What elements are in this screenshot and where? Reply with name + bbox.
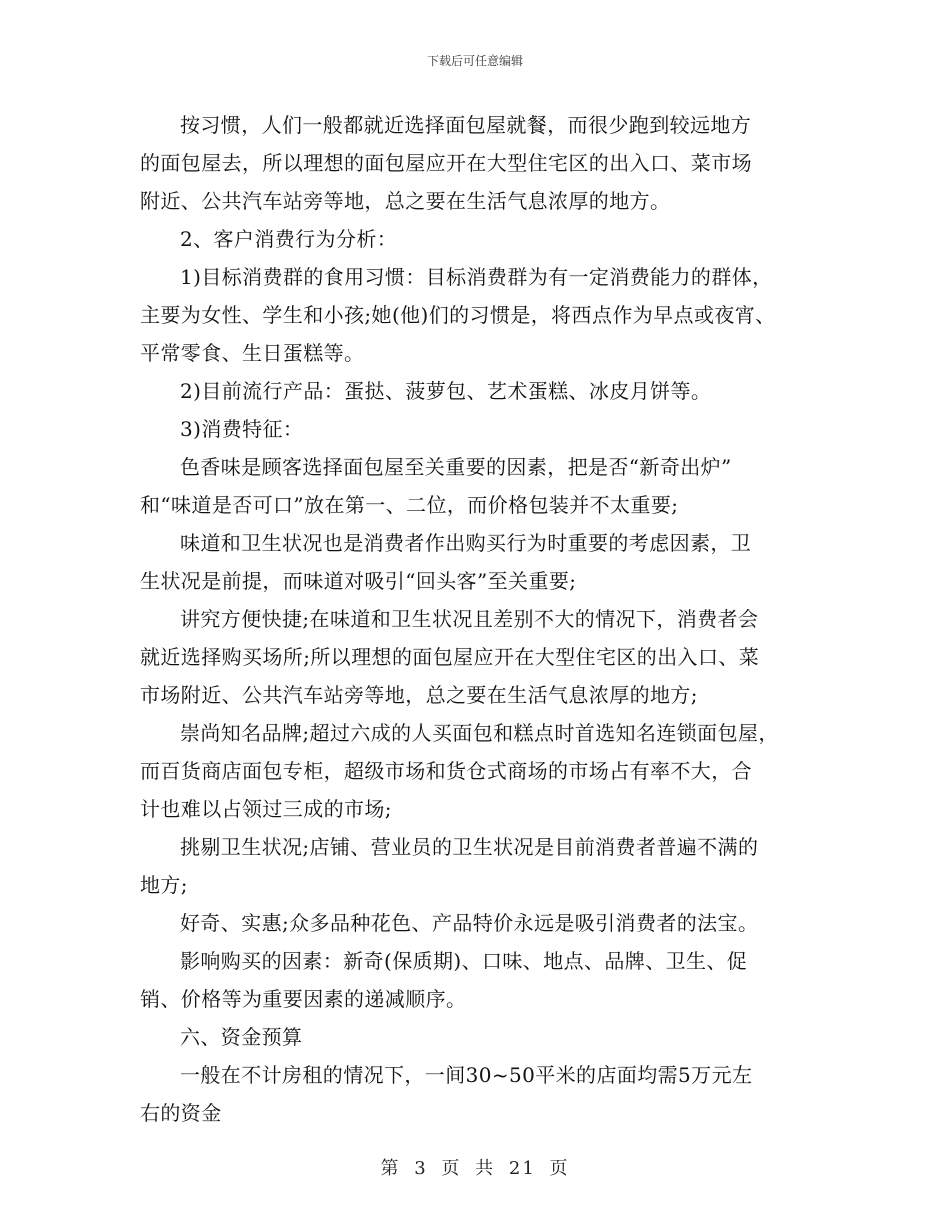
paragraph: 色香味是顾客选择面包屋至关重要的因素，把是否“新奇出炉” 和“味道是否可口”放在第一、二位，而价格包装并不太重要; [140,455,732,517]
paragraph: 挑剔卫生状况;店铺、营业员的卫生状况是目前消费者普遍不满的 地方; [140,835,759,897]
paragraph: 崇尚知名品牌;超过六成的人买面包和糕点时首选知名连锁面包屋， 而百货商店面包专柜，超级市场和货仓式商场的市场占有率不大，合 计也难以占领过三成的市场; [140,721,779,821]
paragraph: 好奇、实惠;众多品种花色、产品特价永远是吸引消费者的法宝。 [180,911,759,935]
footer-total-word: 共 [475,1158,496,1179]
section-heading: 六、资金预算 [180,1025,303,1049]
footer-suffix: 页 [549,1158,570,1179]
paragraph: 影响购买的因素：新奇(保质期)、口味、地点、品牌、卫生、促 销、价格等为重要因素的递减顺序。 [140,949,748,1011]
paragraph: 讲究方便快捷;在味道和卫生状况且差别不大的情况下，消费者会 就近选择购买场所;所以理想的面包屋应开在大型住宅区的出入口、菜 市场附近、公共汽车站旁等地，总之要在生活气息浓厚的地方; [140,607,760,707]
section-heading: 2、客户消费行为分析： [180,227,398,251]
footer-prefix: 第 [380,1158,401,1179]
paragraph: 一般在不计房租的情况下，一间30~50平米的店面均需5万元左 右的资金 [140,1063,753,1125]
header-note: 下载后可任意编辑 [426,54,523,68]
paragraph: 1)目标消费群的食用习惯：目标消费群为有一定消费能力的群体， 主要为女性、学生和小孩;她(他)们的习惯是，将西点作为早点或夜宵、 平常零食、生日蛋糕等。 [140,265,776,365]
paragraph: 按习惯，人们一般都就近选择面包屋就餐，而很少跑到较远地方 的面包屋去，所以理想的面包屋应开在大型住宅区的出入口、菜市场 附近、公共汽车站旁等地，总之要在生活气息浓厚的地方。 [140,113,752,213]
paragraph: 味道和卫生状况也是消费者作出购买行为时重要的考虑因素，卫 生状况是前提，而味道对吸引“回头客”至关重要; [140,531,752,593]
current-page-number: 3 [414,1158,428,1179]
total-pages-number: 21 [508,1158,536,1179]
document-body [140,106,820,1132]
footer-page-word: 页 [441,1158,462,1179]
paragraph: 3)消费特征： [180,417,304,441]
page-footer [0,1154,950,1180]
paragraph: 2)目前流行产品：蛋挞、菠萝包、艺术蛋糕、冰皮月饼等。 [180,379,712,403]
